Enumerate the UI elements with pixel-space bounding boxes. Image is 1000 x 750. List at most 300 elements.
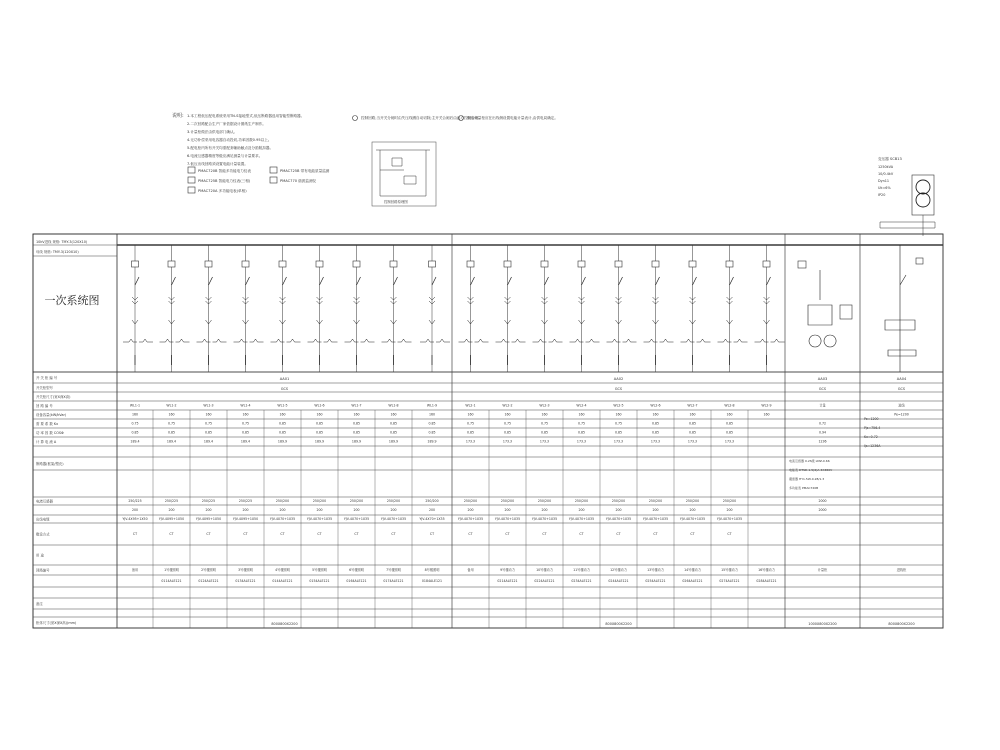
control-diagram-wiring: [376, 150, 430, 196]
legend-item-2: PMAC725B 智能电力仪表(三相): [198, 179, 251, 183]
transformer-spec-4: Uk=6%: [878, 186, 891, 190]
usage-cell: 12号楼动力: [610, 568, 627, 573]
meter-icon: [726, 261, 733, 267]
panel-group-number: AA02: [613, 377, 624, 381]
cable-termination-icon: [459, 339, 489, 342]
breaker-rating-cell: 250/200: [722, 499, 737, 504]
circuit-code-cell: 0264ALE121: [682, 579, 703, 584]
breaker-rating-cell: 250/200: [611, 499, 626, 504]
breaker-switch-icon: [246, 277, 250, 285]
ct-rating-cell: 200: [467, 508, 474, 513]
circuit-column-label: WL1-6: [314, 403, 325, 408]
breaker-switch-icon: [545, 277, 549, 285]
circuit-column-label: WL2-7: [687, 403, 698, 408]
breaker-rating-cell: 250/200: [463, 499, 478, 504]
circuit-column-label: WL1-3: [203, 403, 214, 408]
cable-termination-icon: [420, 339, 450, 342]
panel-group-number: AA04: [896, 377, 907, 381]
feeder-circuit: [234, 245, 264, 372]
circuit-code-cell: 0184ALE121: [421, 579, 443, 584]
kx-cell: 0.75: [167, 421, 176, 426]
meter-icon: [353, 261, 360, 267]
ct-rating-cell: 200: [205, 508, 212, 513]
kx-cell: 0.85: [389, 421, 398, 426]
kx-cell: 0.72: [818, 421, 827, 426]
transformer-secondary-winding: [916, 193, 930, 207]
circuit-code-cell: 0134ALE121: [235, 579, 256, 584]
laying-method-cell: CT: [690, 532, 695, 537]
control-circuit-sketch: [353, 115, 482, 206]
breaker-rating-cell: 250/200: [275, 499, 290, 504]
meter-icon: [279, 261, 286, 267]
row-label: 开 关 柜 编 号: [36, 375, 58, 380]
circuit-column-label: WL2-8: [724, 403, 735, 408]
capacity-cell: 160: [316, 412, 323, 417]
notes-line-2: 2.二次回路配合生产厂家依据设计图纸生产制作。: [187, 122, 266, 126]
incomer-spec-line: Pe=1200: [864, 417, 879, 421]
laying-method-cell: CT: [579, 532, 584, 537]
power-factor-cell: 0.85: [540, 430, 549, 435]
kx-cell: 0.75: [466, 421, 475, 426]
feeder-schematics: [123, 245, 923, 372]
cable-spec-cell: YJV-4X70+1X35: [605, 517, 632, 522]
current-cell: 173.3: [724, 439, 735, 444]
meter-icon: [504, 261, 511, 267]
cable-termination-icon: [345, 339, 375, 342]
power-factor-cell: 0.85: [725, 430, 734, 435]
usage-cell: 14号楼动力: [684, 568, 701, 573]
laying-method-cell: CT: [429, 532, 435, 537]
metering-cabinet-schematic: [798, 261, 852, 347]
ct-rating-cell: 200: [689, 508, 696, 513]
usage-cell: 2号楼照明: [201, 568, 216, 573]
cable-termination-icon: [234, 339, 264, 342]
capacity-cell: 160: [615, 412, 622, 417]
usage-cell: 6号楼照明: [349, 568, 364, 573]
current-cell: 173.3: [687, 439, 698, 444]
breaker-switch-icon: [432, 277, 436, 285]
breaker-switch-icon: [730, 277, 734, 285]
capacity-cell: 160: [652, 412, 659, 417]
usage-cell: 进线柜: [896, 568, 907, 573]
circuit-column-label: WL1-8: [388, 403, 399, 408]
breaker-rating-cell: 250/225: [128, 499, 142, 504]
metering-box-icon: [840, 305, 852, 319]
circuit-code-cell: 0244ALE121: [608, 579, 629, 584]
circuit-code-cell: 0144ALE121: [272, 579, 293, 584]
breaker-switch-icon: [209, 277, 213, 285]
metering-spec-line: 电流互感器 0.2S级 LMZ-0.66: [789, 459, 830, 463]
cable-spec-cell: YJV-4X70+1X35: [306, 517, 333, 522]
legend-symbol-2: [188, 177, 195, 183]
row-label: 开关柜尺寸(宽X深X高): [36, 394, 71, 399]
usage-cell: 11号楼动力: [573, 568, 590, 573]
power-factor-cell: 0.85: [352, 430, 361, 435]
capacity-cell: 160: [390, 412, 397, 417]
ct-rating-cell: 2000: [818, 508, 827, 513]
incomer-meter-icon: [916, 258, 923, 264]
circuit-column-label: WL1-7: [351, 403, 362, 408]
kx-cell: 0.85: [315, 421, 324, 426]
laying-method-cell: CT: [280, 532, 285, 537]
breaker-rating-cell: 250/225: [238, 499, 253, 504]
meter-icon: [578, 261, 585, 267]
notes-line-3: 3.计量柜做法由供电部门确认。: [187, 130, 238, 134]
legend-symbol-5: [270, 177, 277, 183]
laying-method-cell: CT: [354, 532, 359, 537]
breaker-rating-cell: 250/225: [201, 499, 216, 504]
ct-rating-cell: 200: [504, 508, 511, 513]
kx-cell: 0.75: [540, 421, 549, 426]
cable-spec-cell: YJV-4X70+1X35: [380, 517, 407, 522]
current-cell: 173.3: [539, 439, 550, 444]
usage-cell: 7号楼照明: [386, 568, 401, 573]
laying-method-cell: CT: [505, 532, 510, 537]
legend-symbol-1: [188, 167, 195, 173]
cable-termination-icon: [607, 339, 637, 342]
row-label: 柜体尺寸(宽X深X高)(mm): [36, 620, 77, 625]
kx-cell: 0.75: [204, 421, 213, 426]
meter-icon: [205, 261, 212, 267]
breaker-switch-icon: [394, 277, 398, 285]
ct-rating-cell: 200: [578, 508, 585, 513]
power-factor-cell: 0.85: [131, 430, 139, 435]
row-label: 出线电缆: [36, 517, 50, 522]
capacity-cell: 160: [467, 412, 474, 417]
control-diagram-caption: 控制回路原理图: [384, 200, 408, 204]
cable-termination-icon: [755, 339, 785, 342]
diagram-title: 一次系统图: [44, 294, 100, 307]
feeder-circuit: [644, 245, 674, 372]
circuit-column-label: 进线: [898, 403, 905, 408]
row-label: 断路器(框架/塑壳): [36, 461, 64, 466]
breaker-rating-cell: 250/200: [349, 499, 364, 504]
current-cell: 1236: [818, 439, 827, 444]
breaker-rating-cell: 250/200: [386, 499, 401, 504]
panel-group-type: GCS: [280, 387, 289, 391]
capacity-cell: 160: [541, 412, 548, 417]
capacity-cell: 160: [131, 412, 139, 417]
laying-method-cell: CT: [542, 532, 547, 537]
feeder-circuit: [755, 245, 785, 372]
kx-cell: 0.75: [131, 421, 139, 426]
transformer-primary-winding: [916, 180, 930, 194]
current-cell: 189.9: [388, 439, 399, 444]
cable-termination-icon: [308, 339, 338, 342]
ct-rating-cell: 200: [353, 508, 360, 513]
cable-spec-cell: YJV-4X70+1X35: [419, 517, 445, 522]
ct-rating-cell: 200: [279, 508, 286, 513]
usage-cell: 9号楼动力: [500, 568, 515, 573]
power-factor-cell: 0.85: [651, 430, 660, 435]
circuit-code-cell: 0254ALE121: [645, 579, 666, 584]
notes-line-5: 5.配电柜内所有开关均需配套辅助触点及分励脱扣器。: [187, 146, 274, 150]
metering-ct-assembly-icon: [808, 270, 836, 347]
row-label: 用 途: [36, 553, 44, 558]
general-notes-block: [172, 112, 304, 166]
current-cell: 189.4: [166, 439, 177, 444]
ct-rating-cell: 200: [316, 508, 323, 513]
notes-title: 说明:: [172, 113, 184, 119]
cable-termination-icon: [382, 339, 412, 342]
notes-line-6: 6.电流互感器精度等级应满足测量与计量要求。: [187, 154, 263, 158]
laying-method-cell: CT: [206, 532, 211, 537]
circuit-code-cell: 0124ALE121: [198, 579, 219, 584]
metering-note-block: [459, 115, 559, 121]
feeder-circuit: [496, 245, 526, 372]
ct-rating-cell: 200: [428, 508, 436, 513]
transformer-spec-2: 10/0.4kV: [878, 172, 894, 176]
breaker-switch-icon: [357, 277, 361, 285]
kx-cell: 0.75: [577, 421, 586, 426]
breaker-switch-icon: [283, 277, 287, 285]
laying-method-cell: CT: [391, 532, 396, 537]
cable-termination-icon: [533, 339, 563, 342]
power-factor-cell: 0.85: [614, 430, 623, 435]
circuit-column-label: WL1-1: [129, 403, 141, 408]
meter-icon: [615, 261, 622, 267]
ct-rating-cell: 200: [726, 508, 733, 513]
notes-line-4: 4.无功补偿采用电容器自动投切,功率因数0.95以上。: [187, 138, 272, 142]
power-factor-cell: 0.94: [818, 430, 827, 435]
breaker-rating-cell: 250/200: [574, 499, 589, 504]
current-cell: 189.9: [277, 439, 288, 444]
cable-termination-icon: [123, 339, 153, 342]
metering-meter-icon: [798, 261, 806, 268]
circuit-column-label: WL2-9: [761, 403, 772, 408]
feeder-circuit: [197, 245, 227, 372]
ct-rating-cell: 200: [652, 508, 659, 513]
circuit-code-cell: 0284ALE121: [756, 579, 777, 584]
incomer-cabinet-schematic: [885, 245, 923, 372]
cable-termination-icon: [644, 339, 674, 342]
notes-line-7: 7.低压出线回路须设置电能计量装置。: [187, 162, 248, 166]
cable-termination-icon: [570, 339, 600, 342]
cable-spec-cell: YJV-4X95+1X50: [122, 517, 148, 522]
capacity-cell: Pe=1200: [894, 412, 909, 417]
panel-group-dims: 800X800X2200: [271, 622, 298, 626]
laying-method-cell: CT: [132, 532, 138, 537]
usage-cell: 8号楼照明: [424, 568, 440, 573]
feeder-circuit: [308, 245, 338, 372]
legend-symbol-3: [188, 187, 195, 193]
header-left-1: 10kV进线 规格: TMY-3(120X10): [36, 240, 88, 244]
cable-spec-cell: YJV-4X95+1X50: [232, 517, 259, 522]
cable-termination-icon: [197, 339, 227, 342]
circuit-code-cell: 0154ALE121: [309, 579, 330, 584]
incomer-spec-line: Pjs=756.4: [864, 426, 881, 430]
panel-group-type: GCS: [897, 387, 906, 391]
metering-spec-line: 电能表 DTSD-1.5(6)A 3X380V: [789, 468, 833, 472]
breaker-switch-icon: [619, 277, 623, 285]
circuit-column-label: WL2-5: [613, 403, 624, 408]
current-cell: 189.9: [314, 439, 325, 444]
power-factor-cell: 0.85: [278, 430, 287, 435]
incomer-spec-line: Kx=0.72: [864, 435, 878, 439]
circuit-column-label: WL2-4: [576, 403, 587, 408]
current-cell: 173.3: [502, 439, 513, 444]
power-factor-cell: 0.85: [688, 430, 697, 435]
breaker-rating-cell: 250/200: [500, 499, 515, 504]
current-cell: 189.4: [203, 439, 214, 444]
row-label: 回路编号: [36, 568, 50, 573]
breaker-rating-cell: 250/200: [685, 499, 700, 504]
capacity-cell: 160: [168, 412, 175, 417]
feeder-circuit: [123, 245, 153, 372]
power-factor-cell: 0.85: [167, 430, 176, 435]
row-label: 回 路 编 号: [36, 403, 53, 408]
control-note-marker: [353, 116, 358, 121]
laying-method-cell: CT: [468, 532, 473, 537]
usage-cell: 5号楼照明: [312, 568, 327, 573]
kx-cell: 0.85: [278, 421, 287, 426]
cable-termination-icon: [160, 339, 190, 342]
ct-rating-cell: 200: [168, 508, 175, 513]
legend-item-5: PMAC770 谐波监测仪: [280, 179, 317, 183]
circuit-column-label: WL2-3: [539, 403, 550, 408]
meter-icon: [429, 261, 436, 267]
legend-item-3: PMAC720A 多功能电表(单相): [198, 189, 247, 193]
power-factor-cell: 0.85: [389, 430, 398, 435]
capacity-cell: 160: [279, 412, 286, 417]
current-cell: 173.3: [576, 439, 587, 444]
capacity-cell: 160: [242, 412, 249, 417]
cable-spec-cell: YJV-4X70+1X35: [531, 517, 558, 522]
power-factor-cell: 0.85: [315, 430, 324, 435]
breaker-switch-icon: [582, 277, 586, 285]
circuit-code-cell: 0174ALE121: [383, 579, 404, 584]
meter-icon: [168, 261, 175, 267]
control-diagram-frame: [372, 142, 436, 206]
cable-termination-icon: [496, 339, 526, 342]
power-factor-cell: 0.85: [241, 430, 250, 435]
circuit-code-cell: 0274ALE121: [719, 579, 740, 584]
usage-cell: 4号楼照明: [275, 568, 290, 573]
cable-termination-icon: [681, 339, 711, 342]
circuit-column-label: 计量: [819, 403, 826, 408]
cable-spec-cell: YJV-4X95+1X50: [195, 517, 222, 522]
row-label: 开关柜型号: [36, 385, 53, 390]
capacity-cell: 160: [504, 412, 511, 417]
usage-cell: 1号楼照明: [164, 568, 179, 573]
metering-spec-line: 避雷器 HY1.5W-0.28/1.3: [789, 477, 825, 481]
cable-spec-cell: YJV-4X70+1X35: [679, 517, 706, 522]
power-factor-cell: 0.85: [204, 430, 213, 435]
usage-cell: 10号楼动力: [536, 568, 553, 573]
control-note: 控制回路,当开关分闸时由失压线圈自动切除;主开关合闸后由远方控制合闸。: [361, 116, 482, 120]
circuit-code-cell: 0214ALE121: [497, 579, 518, 584]
breaker-switch-icon: [767, 277, 771, 285]
current-cell: 189.4: [240, 439, 251, 444]
feeder-circuit: [459, 245, 489, 372]
breaker-switch-icon: [135, 277, 139, 285]
cable-spec-cell: YJV-4X70+1X35: [343, 517, 370, 522]
header-left-2: 母线 规格: TMY-3(120X10): [36, 250, 79, 254]
ct-rating-cell: 200: [242, 508, 249, 513]
feeder-circuit: [681, 245, 711, 372]
panel-group-dims: 800X800X2200: [605, 622, 632, 626]
row-label: 需 要 系 数 Kx: [36, 421, 59, 426]
power-factor-cell: 0.85: [466, 430, 475, 435]
capacity-cell: 160: [205, 412, 212, 417]
meter-icon: [316, 261, 323, 267]
feeder-circuit: [607, 245, 637, 372]
row-label: 备注: [36, 601, 43, 606]
circuit-column-label: WL1-5: [277, 403, 288, 408]
panel-group-number: AA03: [817, 377, 828, 381]
row-label: 功 率 因 数 COSΦ: [36, 430, 64, 435]
kx-cell: 0.85: [725, 421, 734, 426]
power-factor-cell: 0.85: [428, 430, 436, 435]
laying-method-cell: CT: [616, 532, 621, 537]
capacity-cell: 160: [763, 412, 770, 417]
circuit-column-label: WL1-4: [240, 403, 251, 408]
usage-cell: 15号楼动力: [721, 568, 738, 573]
usage-cell: 计量柜: [817, 568, 828, 573]
kx-cell: 0.85: [352, 421, 361, 426]
current-cell: 173.3: [650, 439, 661, 444]
breaker-switch-icon: [471, 277, 475, 285]
cable-spec-cell: YJV-4X70+1X35: [494, 517, 521, 522]
row-label: 设备容量(kW/kVar): [36, 412, 67, 417]
current-cell: 189.4: [130, 439, 140, 444]
feeder-circuit: [271, 245, 301, 372]
ct-rating-cell: 200: [615, 508, 622, 513]
metering-spec-line: 多功能表 PMAC720B: [789, 486, 819, 490]
meter-icon: [652, 261, 659, 267]
panel-group-type: GCS: [614, 387, 623, 391]
panel-group-type: GCS: [818, 387, 827, 391]
legend-block: [188, 167, 330, 193]
circuit-code-cell: 0224ALE121: [534, 579, 555, 584]
legend-item-1: PMAC720B 智能多功能电力仪表: [198, 169, 251, 173]
ct-rating-cell: 200: [131, 508, 139, 513]
meter-icon: [467, 261, 474, 267]
kx-cell: 0.75: [614, 421, 623, 426]
circuit-column-label: WL2-6: [650, 403, 661, 408]
meter-icon: [390, 261, 397, 267]
laying-method-cell: CT: [169, 532, 174, 537]
row-label: 电流互感器: [36, 499, 53, 504]
feeder-circuit: [345, 245, 375, 372]
current-cell: 173.3: [465, 439, 476, 444]
feeder-circuit: [420, 245, 450, 372]
circuit-column-label: WL1-2: [166, 403, 177, 408]
usage-cell: 备用: [467, 568, 474, 573]
breaker-switch-icon: [693, 277, 697, 285]
laying-method-cell: CT: [727, 532, 732, 537]
usage-cell: 3号楼照明: [238, 568, 253, 573]
breaker-switch-icon: [656, 277, 660, 285]
cable-spec-cell: YJV-4X70+1X35: [269, 517, 296, 522]
current-cell: 189.9: [427, 439, 437, 444]
cable-spec-cell: YJV-4X70+1X35: [642, 517, 669, 522]
incomer-spec-line: Ijs=1236A: [864, 444, 881, 448]
transformer-label: 变压器 SCB13: [878, 157, 902, 161]
ct-rating-cell: 200: [390, 508, 397, 513]
usage-cell: 13号楼动力: [647, 568, 664, 573]
feeder-circuit: [160, 245, 190, 372]
current-cell: 189.9: [351, 439, 362, 444]
breaker-switch-icon: [320, 277, 324, 285]
feeder-circuit: [533, 245, 563, 372]
row-label: 计 算 电 流 A: [36, 439, 57, 444]
power-factor-cell: 0.85: [577, 430, 586, 435]
legend-item-4: PMAC725B 带有电能质量监测: [280, 169, 330, 173]
metering-note: 低压计量柜应在出线侧设置电能计量表计,由供电局确定。: [467, 116, 558, 120]
circuit-code-cell: 0164ALE121: [346, 579, 367, 584]
transformer-symbol-frame: [912, 175, 934, 215]
